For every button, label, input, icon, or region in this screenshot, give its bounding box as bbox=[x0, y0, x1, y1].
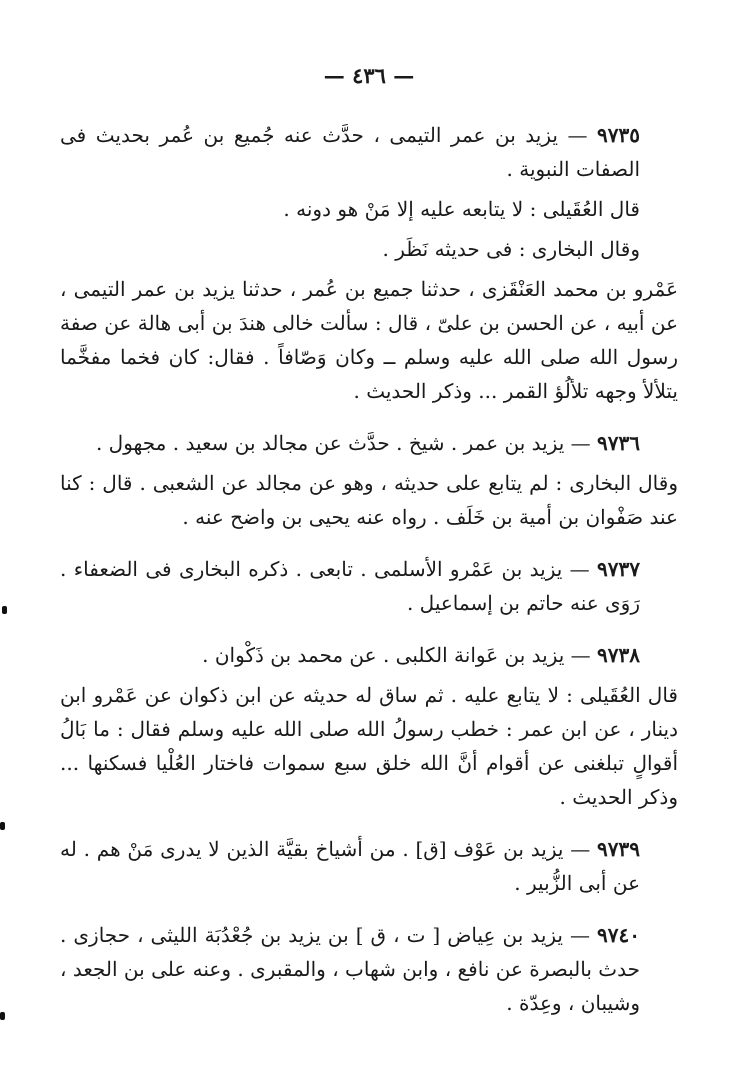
entry-number: ٩٧٤٠ bbox=[597, 923, 641, 947]
page-body bbox=[60, 55, 678, 1038]
entry-heading bbox=[60, 552, 678, 620]
entry-heading bbox=[60, 918, 678, 1020]
entry-paragraph: عَمْرو بن محمد العَنْقَزى ، حدثنا جميع بن عُمر ، حدثنا يزيد بن عمر التيمى ، عن أبيه ، عن الحسن بن علىّ ، قال : سألت خالى هندَ بن أبى هالة عن صفة رسول الله صلى الله عليه وسلم ــ وكان وَصّافاً . فقال: كان فخما مفخَّما يتلألأ وجهه تلألُؤ القمر ... وذكر الحديث . bbox=[60, 277, 678, 403]
entry-9738 bbox=[60, 638, 678, 814]
entry-heading bbox=[60, 832, 678, 900]
entry-heading bbox=[60, 426, 678, 460]
entry-paragraph: وقال البخارى : لم يتابع على حديثه ، وهو عن مجالد عن الشعبى . قال : كنا عند صَفْوان بن أمية بن خَلَف . رواه عنه يحيى بن واضح عنه . bbox=[60, 471, 678, 529]
entry-number: ٩٧٣٩ bbox=[597, 837, 640, 861]
entry-number: ٩٧٣٧ bbox=[597, 557, 641, 581]
entry-heading-text: — يزيد بن عمر . شيخ . حدَّث عن مجالد بن سعيد . مجهول . bbox=[95, 431, 591, 455]
entry-number: ٩٧٣٦ bbox=[597, 431, 640, 455]
entry-9735 bbox=[60, 118, 678, 408]
entry-number: ٩٧٣٨ bbox=[597, 643, 640, 667]
entry-paragraph: قال العُقَيلى : لا يتابع عليه . ثم ساق له حديثه عن ابن ذكوان عن عَمْرو ابن دينار ، عن ابن عمر : خطب رسولُ الله صلى الله عليه وسلم فقال : ما بَالُ أقوالٍ تبلغنى عن أقوام أنَّ الله خلق سبع سموات فاختار العُلْيا فسكنها ... وذكر الحديث . bbox=[60, 683, 678, 809]
entry-heading-text: — يزيد بن عَمْرو الأسلمى . تابعى . ذكره البخارى فى الضعفاء . رَوَى عنه حاتم بن إسماعيل . bbox=[60, 557, 640, 615]
entry-9739 bbox=[60, 832, 678, 900]
entry-heading-text: — يزيد بن عِياض [ ت ، ق ] بن يزيد بن جُعْدُبَة الليثى ، حجازى . حدث بالبصرة عن نافع ، وابن شهاب ، والمقبرى . وعنه على بن الجعد ، وشيبان ، وعِدّة . bbox=[60, 923, 640, 1015]
entry-heading-text: — يزيد بن عَوْف [ق] . من أشياخ بقيَّة الذين لا يدرى مَنْ هم . له عن أبى الزُّبير . bbox=[60, 837, 640, 895]
scan-edge-mark bbox=[0, 822, 5, 830]
entry-9736 bbox=[60, 426, 678, 534]
entry-heading-text: — يزيد بن عمر التيمى ، حدَّث عنه جُميع بن عُمر بحديث فى الصفات النبوية . bbox=[60, 123, 640, 181]
entry-9737 bbox=[60, 552, 678, 620]
entry-paragraph: قال العُقَيلى : لا يتابعه عليه إلا مَنْ هو دونه . bbox=[283, 197, 640, 221]
scan-edge-mark bbox=[0, 1012, 5, 1020]
page-number: — ٤٣٦ — bbox=[323, 63, 415, 88]
entry-paragraph: وقال البخارى : فى حديثه نَظَر . bbox=[382, 237, 640, 261]
entry-heading bbox=[60, 638, 678, 672]
entry-9740 bbox=[60, 918, 678, 1020]
entry-heading bbox=[60, 118, 678, 186]
entry-heading-text: — يزيد بن عَوانة الكلبى . عن محمد بن ذَكْوان . bbox=[202, 643, 591, 667]
entry-number: ٩٧٣٥ bbox=[597, 123, 641, 147]
scan-edge-mark bbox=[2, 606, 7, 614]
